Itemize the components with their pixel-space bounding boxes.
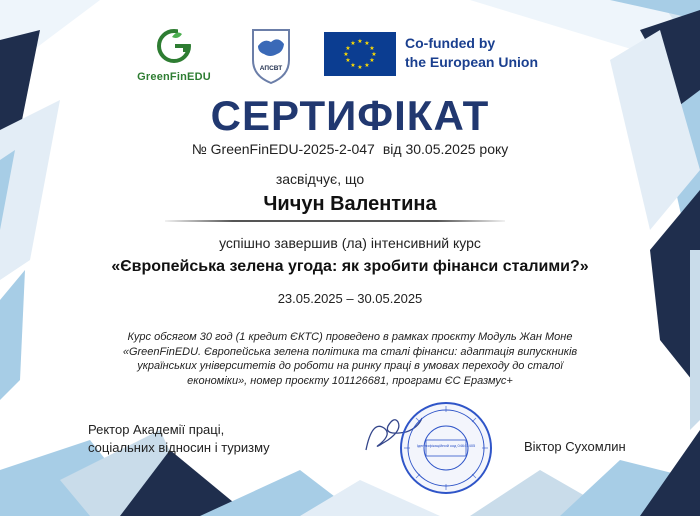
svg-text:★: ★	[345, 45, 351, 52]
certificate-number: № GreenFinEDU-2025-2-047	[191, 141, 375, 157]
recipient-name: Чичун Валентина	[263, 193, 437, 215]
academy-logo-label: АПСВТ	[259, 65, 283, 72]
rector-line-1: Ректор Академії праці,	[88, 422, 225, 437]
svg-text:★: ★	[343, 51, 349, 58]
svg-text:★: ★	[345, 57, 351, 64]
svg-text:★: ★	[364, 62, 370, 69]
completed-text: успішно завершив (ла) інтенсивний курс	[219, 235, 481, 251]
greenfinedu-logo	[132, 28, 216, 84]
certificate-date: від 30.05.2025 року	[382, 141, 509, 157]
course-note-line: українських університетів до роботи на ринку праці в умовах переходу до сталої	[137, 360, 563, 372]
course-note	[95, 330, 605, 388]
eu-cofunded-text	[405, 34, 538, 72]
course-note-line: Курс обсягом 30 год (1 кредит ЄКТС) проведено в рамках проєкту Модуль Жан Моне	[127, 331, 573, 343]
rector-title	[88, 421, 270, 457]
svg-text:★: ★	[371, 51, 377, 58]
course-note-line: «GreenFinEDU. Європейська зелена політика та сталі фінанси: адаптація випускників	[122, 345, 578, 358]
svg-text:★: ★	[357, 38, 363, 45]
svg-text:★: ★	[350, 62, 356, 69]
svg-text:★: ★	[369, 45, 375, 52]
svg-text:★: ★	[350, 40, 356, 47]
svg-text:★: ★	[369, 57, 375, 64]
svg-text:★: ★	[364, 40, 370, 47]
certificate-title: СЕРТИФІКАТ	[210, 92, 490, 139]
certifies-text: засвідчує, що	[275, 171, 365, 187]
greenfinedu-logo-label: GreenFinEDU	[137, 71, 211, 83]
eu-text-line-1: Co-funded by	[405, 35, 496, 51]
official-stamp	[398, 400, 494, 496]
greenfinedu-leaf-icon	[156, 28, 192, 64]
signer-name: Віктор Сухомлин	[524, 439, 626, 454]
svg-text:★: ★	[357, 64, 363, 71]
recipient-underline	[165, 220, 505, 222]
course-note-line: економіки», номер проєкту 101126681, програми ЄС Еразмус+	[187, 374, 513, 387]
course-dates: 23.05.2025 – 30.05.2025	[277, 291, 423, 306]
eu-text-line-2: the European Union	[405, 54, 538, 70]
stamp-code-text: Ідентифікаційний код 04641405	[416, 443, 476, 448]
eu-flag-icon	[324, 32, 396, 76]
course-title: «Європейська зелена угода: як зробити фінанси сталими?»	[111, 258, 589, 275]
rector-line-2: соціальних відносин і туризму	[88, 440, 270, 455]
certificate-number-line	[0, 141, 700, 157]
logo-bar	[0, 24, 700, 84]
academy-crest-logo	[250, 26, 292, 86]
